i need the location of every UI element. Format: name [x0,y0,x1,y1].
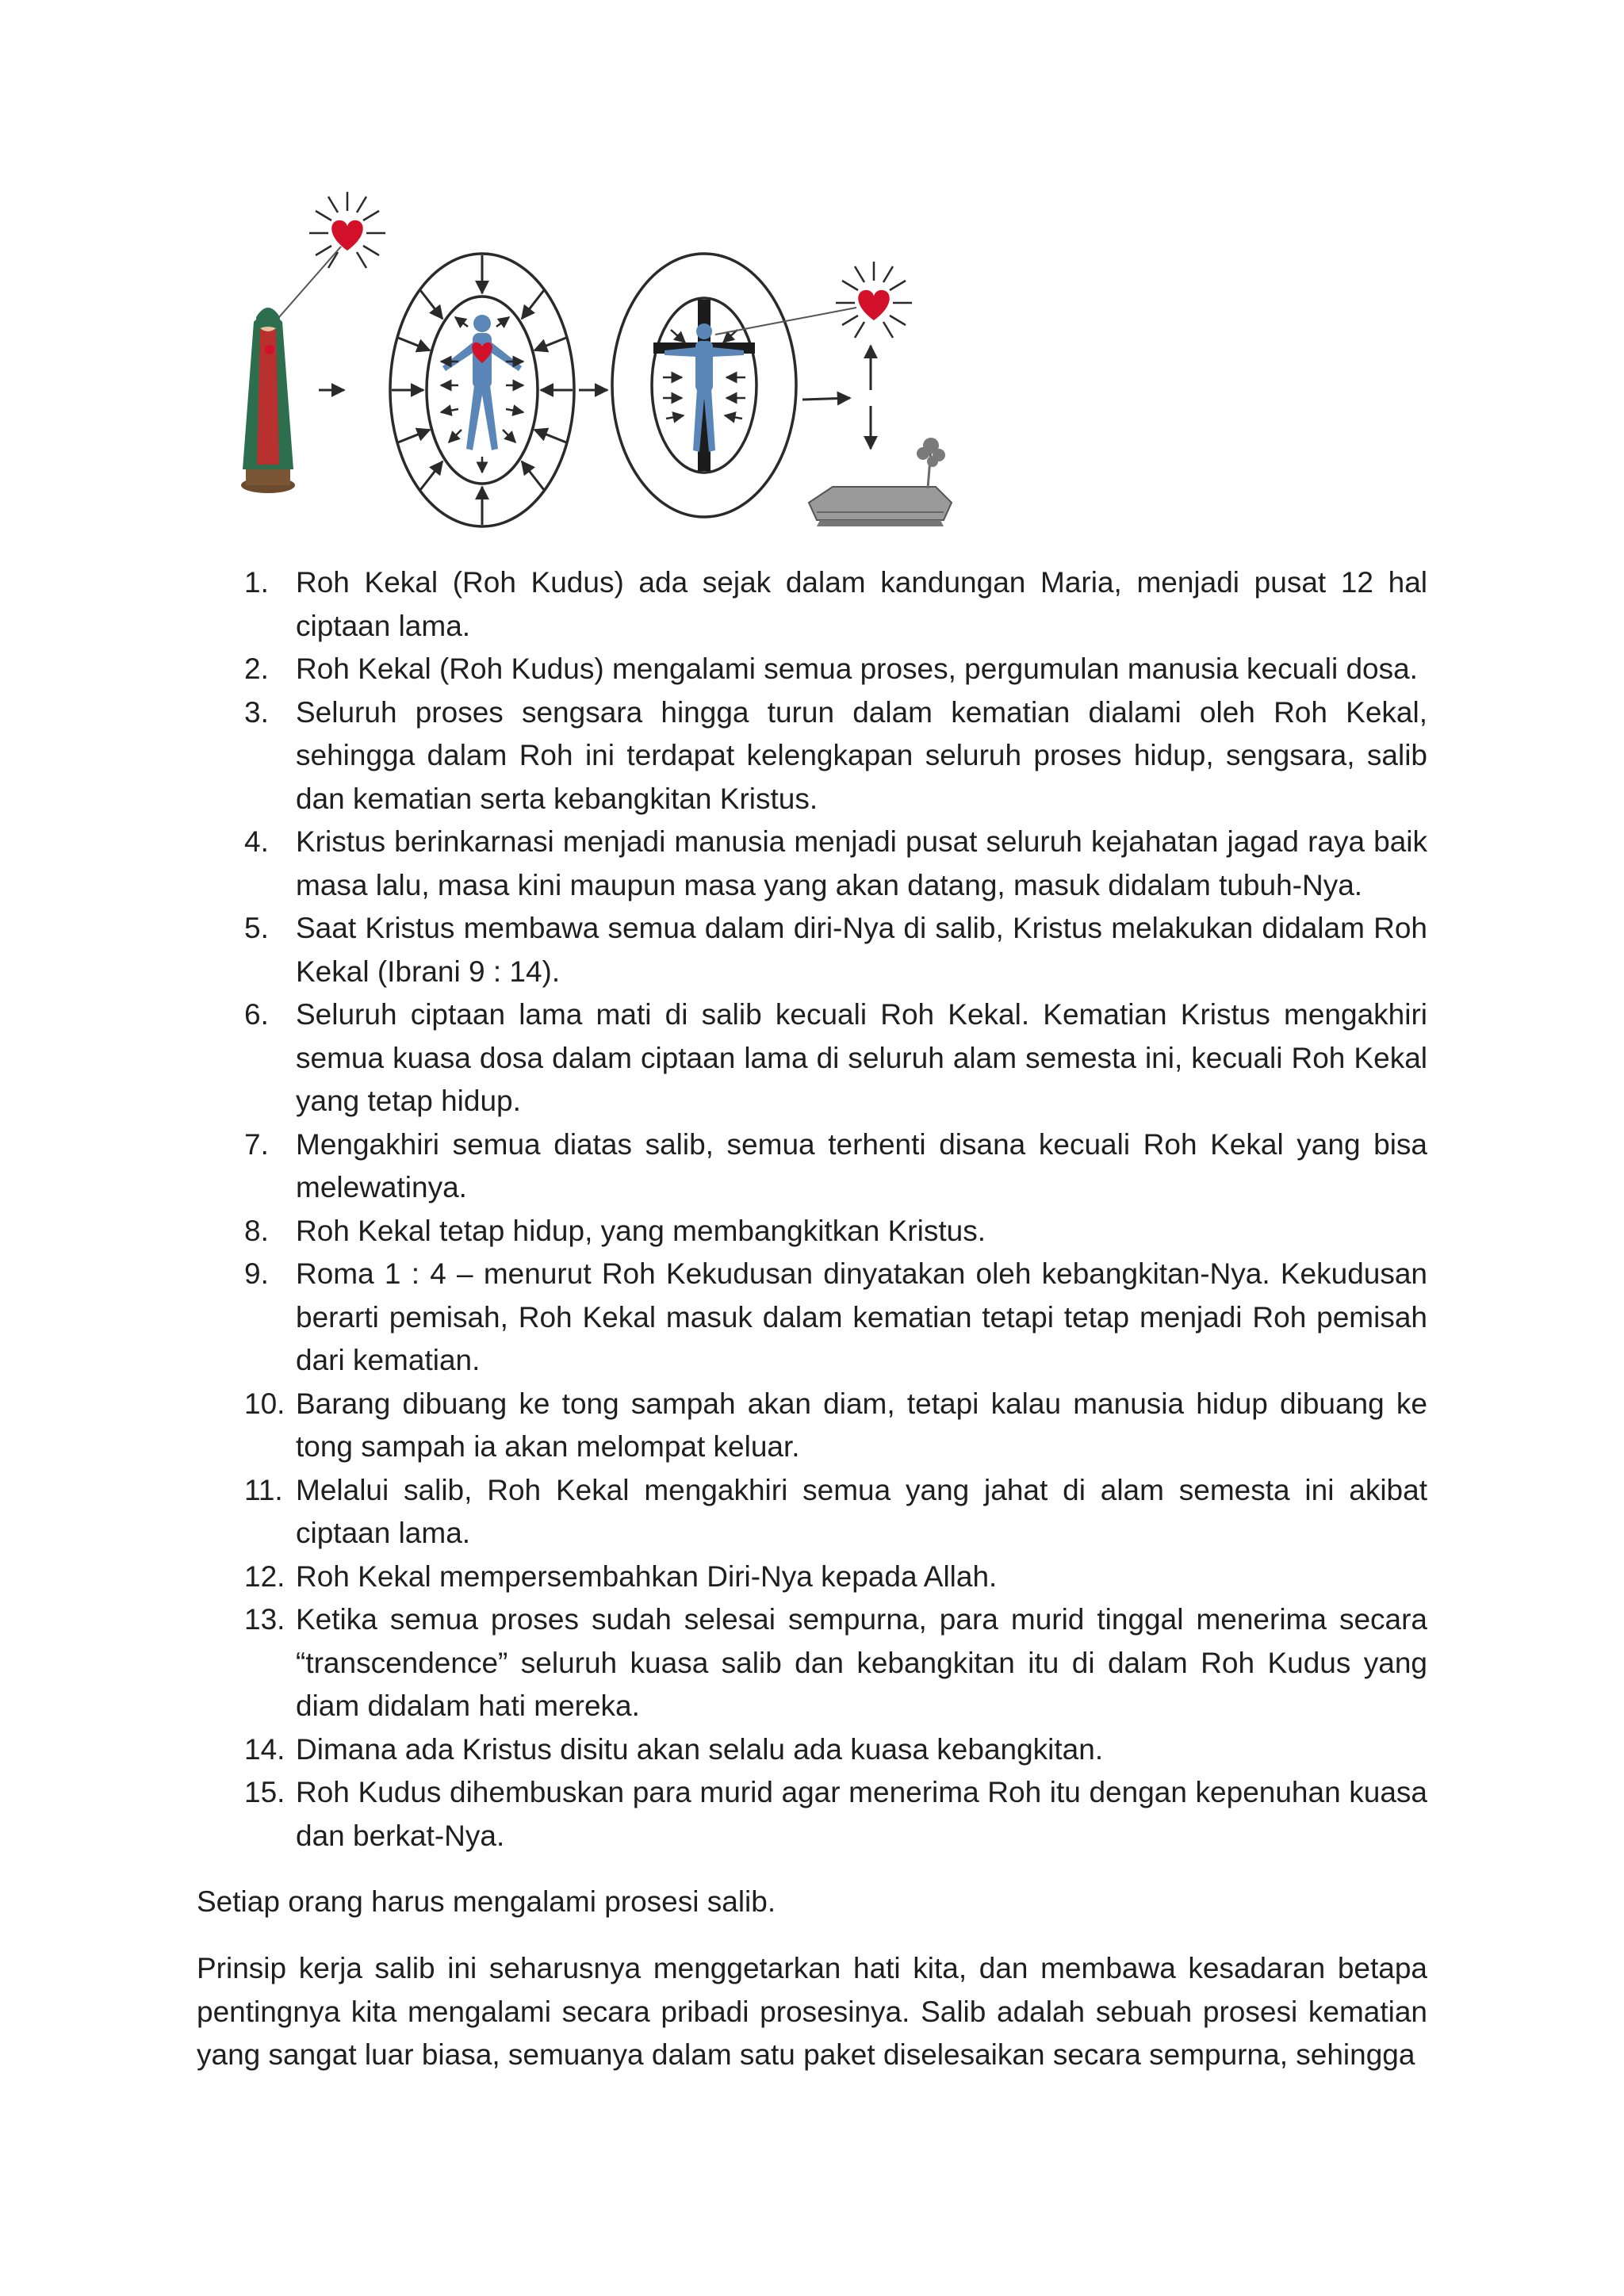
list-item-text: Seluruh proses sengsara hingga turun dalam kematian dialami oleh Roh Kekal, sehingga dalam Roh ini terdapat kelengkapan seluruh proses hidup, sengsara, salib dan kematian serta kebangkitan Kristus. [296,695,1427,815]
arrow-icon [802,398,850,400]
list-item [194,1383,1427,1469]
body-paragraph: Setiap orang harus mengalami prosesi salib. [197,1885,776,1918]
list-item-text: Ketika semua proses sudah selesai sempurna, para murid tinggal menerima secara “transcendence” seluruh kuasa salib dan kebangkitan itu di dalam Roh Kudus yang diam didalam hati mereka. [296,1603,1427,1722]
list-item-number: 11. [244,1473,283,1506]
list-item-number: 14. [244,1732,285,1766]
list-item-number: 12. [244,1559,285,1593]
list-item-number: 7. [244,1127,269,1161]
body-paragraph: Prinsip kerja salib ini seharusnya menggetarkan hati kita, dan membawa kesadaran betapa pentingnya kita mengalami secara pribadi prosesinya. Salib adalah sebuah prosesi kematian yang sangat luar biasa, semuanya dalam satu paket diselesaikan secara sempurna, sehingga [197,1952,1427,2071]
list-item-text: Roh Kekal (Roh Kudus) mengalami semua proses, pergumulan manusia kecuali dosa. [296,652,1418,685]
list-item-text: Roh Kudus dihembuskan para murid agar menerima Roh itu dengan kepenuhan kuasa dan berkat-Nya. [296,1776,1427,1852]
list-item-text: Roh Kekal (Roh Kudus) ada sejak dalam kandungan Maria, menjadi pusat 12 hal ciptaan lama. [296,566,1427,642]
heart-icon [279,192,385,317]
list-item [194,1556,1427,1599]
oval-diagram-1 [390,254,574,526]
list-item-number: 8. [244,1214,269,1247]
list-item [194,561,1427,648]
list-item-number: 4. [244,825,269,858]
list-item-number: 1. [244,566,269,599]
oval-diagram-2 [612,254,856,517]
process-diagram [230,187,983,536]
list-item-number: 5. [244,912,269,944]
list-item-number: 15. [244,1776,285,1808]
list-item [194,1728,1427,1772]
diagram-figure [230,187,983,536]
list-item-text: Roma 1 : 4 – menurut Roh Kekudusan dinyatakan oleh kebangkitan-Nya. Kekudusan berarti pemisah, Roh Kekal masuk dalam kematian tetapi tetap menjadi Roh pemisah dari kematian. [296,1257,1427,1376]
list-item-number: 9. [244,1257,269,1290]
list-item [194,907,1427,993]
list-item [194,1598,1427,1728]
list-item-text: Kristus berinkarnasi menjadi manusia menjadi pusat seluruh kejahatan jagad raya baik masa lalu, masa kini maupun masa yang akan datang, masuk didalam tubuh-Nya. [296,825,1427,901]
list-item [194,1253,1427,1383]
list-item-text: Dimana ada Kristus disitu akan selalu ada kuasa kebangkitan. [296,1732,1104,1766]
list-item-number: 2. [244,652,269,685]
list-item [194,691,1427,821]
mary-statue-image [241,308,295,493]
list-item-text: Barang dibuang ke tong sampah akan diam, tetapi kalau manusia hidup dibuang ke tong sampah ia akan melompat keluar. [296,1387,1427,1463]
list-item-text: Roh Kekal mempersembahkan Diri-Nya kepada Allah. [296,1559,998,1593]
numbered-list [194,561,1427,1858]
list-item-text: Roh Kekal tetap hidup, yang membangkitkan Kristus. [296,1214,986,1247]
list-item [194,1123,1427,1210]
list-item [194,1210,1427,1253]
list-item [194,1771,1427,1858]
list-item [194,648,1427,691]
list-item-text: Mengakhiri semua diatas salib, semua terhenti disana kecuali Roh Kekal yang bisa melewatinya. [296,1127,1427,1203]
heart-icon [836,262,912,338]
list-item-text: Seluruh ciptaan lama mati di salib kecuali Roh Kekal. Kematian Kristus mengakhiri semua kuasa dosa dalam ciptaan lama di seluruh alam semesta ini, kecuali Roh Kekal yang tetap hidup. [296,998,1427,1117]
list-item-number: 6. [244,998,269,1031]
list-item-number: 10. [244,1387,285,1420]
list-item-text: Melalui salib, Roh Kekal mengakhiri semua yang jahat di alam semesta ini akibat ciptaan lama. [296,1473,1427,1549]
list-item [194,821,1427,907]
list-item-number: 3. [244,695,269,729]
list-item-text: Saat Kristus membawa semua dalam diri-Nya di salib, Kristus melakukan didalam Roh Kekal (Ibrani 9 : 14). [296,912,1427,988]
list-item [194,993,1427,1123]
tomb-image [809,438,952,526]
list-item-number: 13. [244,1603,285,1636]
list-item [194,1469,1427,1556]
